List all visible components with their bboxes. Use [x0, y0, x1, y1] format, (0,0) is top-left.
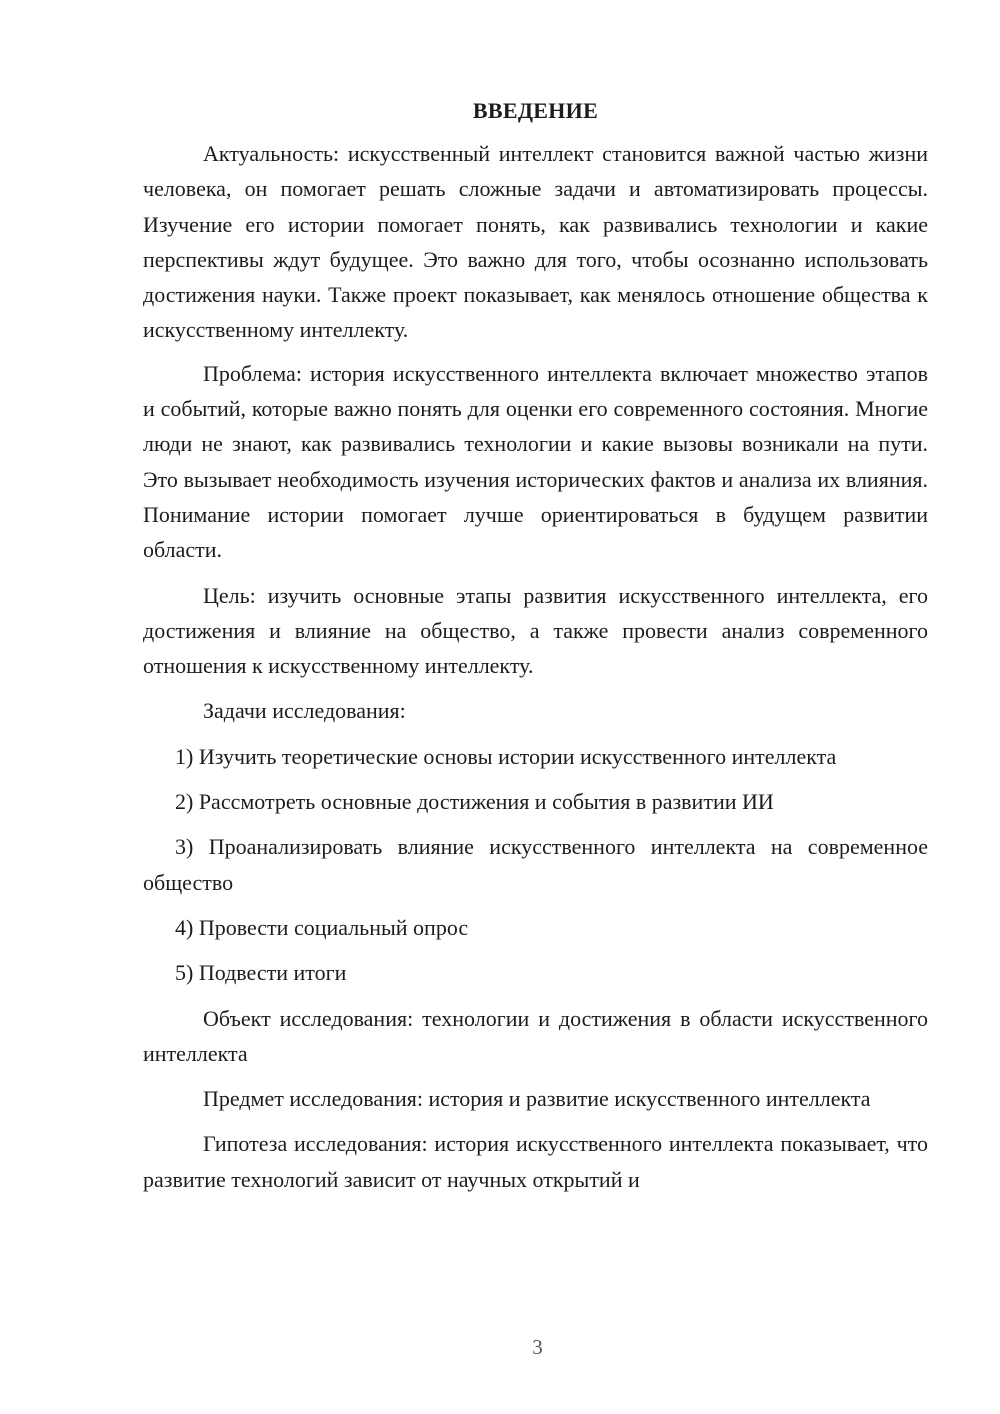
task-item-1: 1) Изучить теоретические основы истории искусственного интеллекта [175, 743, 837, 769]
problem-paragraph: Проблема: история искусственного интеллекта включает множество этапов и событий, которые важно понять для оценки его современного состояния. Многие люди не знают, как развивались технологии и какие вызовы возникали на пути. Это вызывает необходимость изучения исторических фактов и анализа их влияния. Понимание истории помогает лучше ориентироваться в будущем развитии области. [143, 360, 928, 563]
task-item-3: 3) Проанализировать влияние искусственного интеллекта на современное общество [143, 834, 928, 895]
tasks-heading: Задачи исследования: [203, 698, 406, 724]
goal-paragraph: Цель: изучить основные этапы развития искусственного интеллекта, его достижения и влияние на общество, а также провести анализ современного отношения к искусственному интеллекту. [143, 582, 928, 679]
page-title: ВВЕДЕНИЕ [472, 98, 599, 123]
object-paragraph: Объект исследования: технологии и достижения в области искусственного интеллекта [143, 1005, 928, 1066]
task-item-5: 5) Подвести итоги [175, 960, 347, 986]
page-number: 3 [532, 1335, 543, 1359]
task-item-4: 4) Провести социальный опрос [175, 914, 469, 940]
page-content [143, 96, 928, 1207]
task-item-2: 2) Рассмотреть основные достижения и события в развитии ИИ [175, 789, 774, 815]
subject-paragraph: Предмет исследования: история и развитие искусственного интеллекта [203, 1086, 871, 1112]
relevance-paragraph: Актуальность: искусственный интеллект становится важной частью жизни человека, он помогает решать сложные задачи и автоматизировать процессы. Изучение его истории помогает понять, как развивались технологии и какие перспективы ждут будущее. Это важно для того, чтобы осознанно использовать достижения науки. Также проект показывает, как менялось отношение общества к искусственному интеллекту. [143, 141, 928, 343]
hypothesis-paragraph: Гипотеза исследования: история искусственного интеллекта показывает, что развитие технологий зависит от научных открытий и [143, 1131, 928, 1192]
tasks-list [143, 739, 928, 991]
